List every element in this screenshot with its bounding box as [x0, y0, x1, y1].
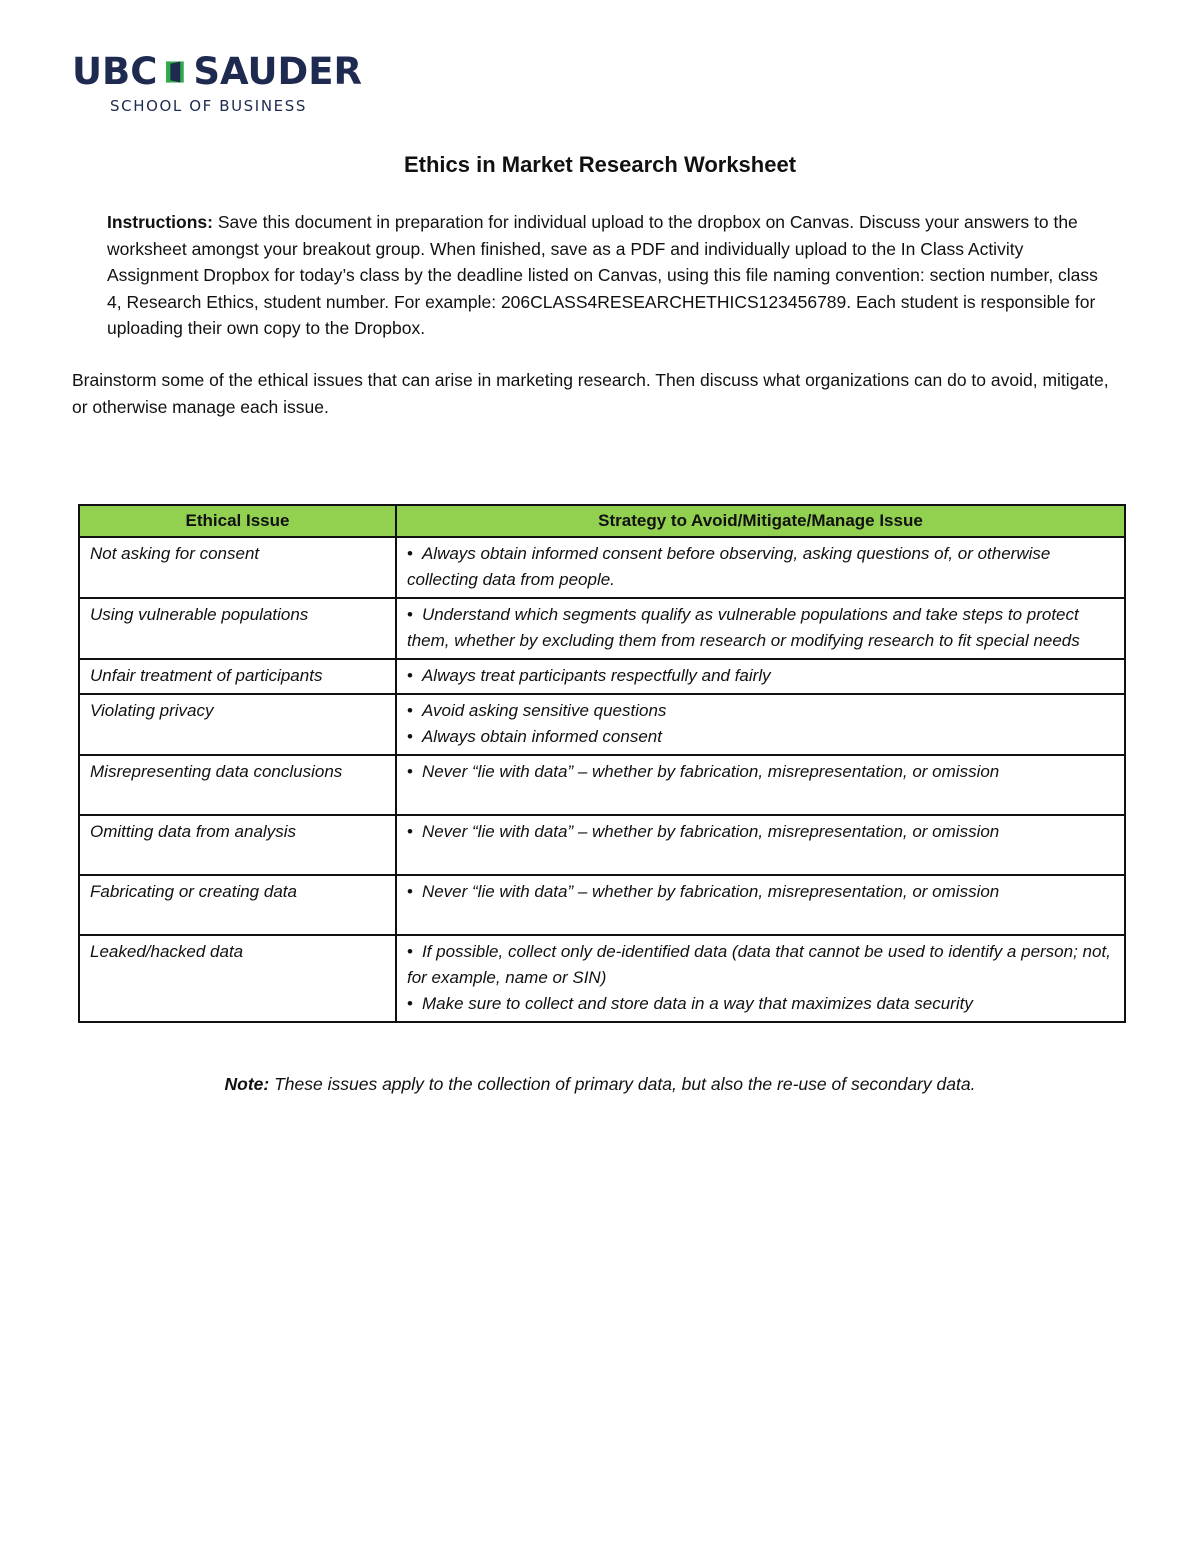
ubc-sauder-logo [72, 48, 362, 118]
strategy-bullet: • Never “lie with data” – whether by fabrication, misrepresentation, or omission [407, 759, 1114, 785]
strategy-bullet: • Make sure to collect and store data in a way that maximizes data security [407, 991, 1114, 1017]
issue-cell: Omitting data from analysis [79, 815, 396, 875]
strategy-bullet: • Never “lie with data” – whether by fabrication, misrepresentation, or omission [407, 819, 1114, 845]
strategy-cell [396, 875, 1125, 935]
table-row [79, 815, 1125, 875]
issue-cell: Violating privacy [79, 694, 396, 755]
table-row [79, 755, 1125, 815]
logo-word-sauder: SAUDER [193, 50, 362, 93]
issue-cell: Unfair treatment of participants [79, 659, 396, 694]
strategy-bullet: • Never “lie with data” – whether by fabrication, misrepresentation, or omission [407, 879, 1114, 905]
ethics-table [78, 504, 1126, 1023]
page-title: Ethics in Market Research Worksheet [403, 152, 797, 177]
strategy-cell [396, 598, 1125, 659]
note-text: These issues apply to the collection of primary data, but also the re-use of secondary data. [274, 1074, 976, 1094]
instructions-paragraph [107, 209, 1107, 342]
strategy-cell [396, 755, 1125, 815]
strategy-cell [396, 537, 1125, 598]
logo-word-ubc: UBC [72, 50, 158, 93]
strategy-cell [396, 659, 1125, 694]
issue-cell: Fabricating or creating data [79, 875, 396, 935]
table-row [79, 935, 1125, 1022]
logo-wordmark [72, 48, 362, 96]
strategy-cell [396, 935, 1125, 1022]
instructions-label: Instructions: [107, 212, 213, 232]
strategy-bullet: • Always obtain informed consent [407, 724, 1114, 750]
header-strategy: Strategy to Avoid/Mitigate/Manage Issue [396, 505, 1125, 537]
logo-door-icon [165, 52, 185, 92]
header-ethical-issue: Ethical Issue [79, 505, 396, 537]
issue-cell: Not asking for consent [79, 537, 396, 598]
issue-cell: Leaked/hacked data [79, 935, 396, 1022]
table-row [79, 598, 1125, 659]
strategy-bullet: • Understand which segments qualify as vulnerable populations and take steps to protect them, whether by excluding them from research or modifying research to fit special needs [407, 602, 1114, 654]
issue-cell: Using vulnerable populations [79, 598, 396, 659]
issue-cell: Misrepresenting data conclusions [79, 755, 396, 815]
logo-subtitle: SCHOOL OF BUSINESS [110, 97, 307, 115]
strategy-bullet: • If possible, collect only de-identified data (data that cannot be used to identify a person; not, for example, name or SIN) [407, 939, 1114, 991]
table-row [79, 694, 1125, 755]
strategy-bullet: • Always obtain informed consent before observing, asking questions of, or otherwise collecting data from people. [407, 541, 1114, 593]
strategy-cell [396, 694, 1125, 755]
table-row [79, 875, 1125, 935]
footnote [0, 1071, 1200, 1097]
table-row [79, 537, 1125, 598]
strategy-bullet: • Always treat participants respectfully and fairly [407, 663, 1114, 689]
instructions-text: Save this document in preparation for individual upload to the dropbox on Canvas. Discuss your answers to the worksheet amongst your breakout group. When finished, save as a PDF and individually upload to the In Class Activity Assignment Dropbox for today’s class by the deadline listed on Canvas, using this file naming convention: section number, class 4, Research Ethics, student number. For example: 206CLASS4RESEARCHETHICS123456789. Each student is responsible for uploading their own copy to the Dropbox. [107, 212, 1098, 338]
brainstorm-paragraph: Brainstorm some of the ethical issues that can arise in marketing research. Then discuss what organizations can do to avoid, mitigate, or otherwise manage each issue. [72, 370, 1109, 417]
strategy-bullet: • Avoid asking sensitive questions [407, 698, 1114, 724]
table-header-row [79, 505, 1125, 537]
note-label: Note: [224, 1074, 270, 1094]
strategy-cell [396, 815, 1125, 875]
table-row [79, 659, 1125, 694]
